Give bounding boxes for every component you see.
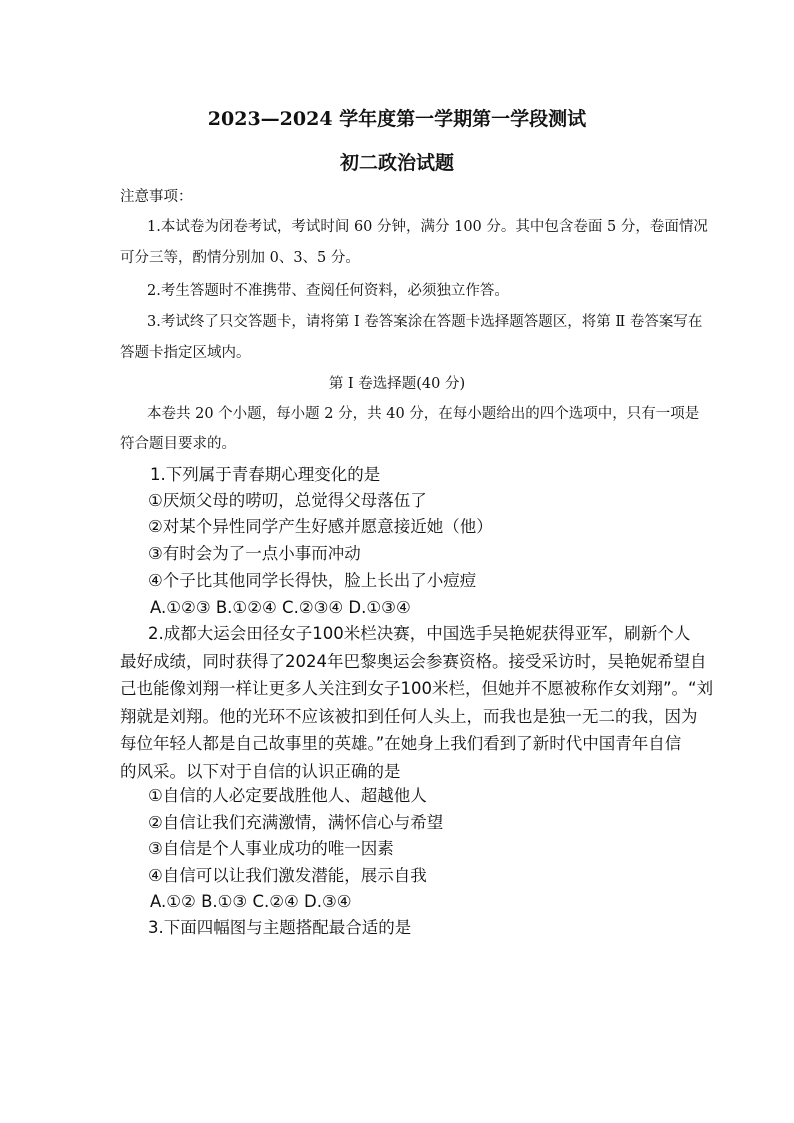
question-stem: 每位年轻人都是自己故事里的英雄。”在她身上我们看到了新时代中国青年自信 xyxy=(120,734,682,753)
question-stem: 2.成都大运会田径女子100米栏决赛，中国选手吴艳妮获得亚军，刷新个人 xyxy=(148,624,691,643)
question-option: ②对某个异性同学产生好感并愿意接近她（他） xyxy=(148,517,493,536)
notice-heading: 注意事项： xyxy=(120,189,193,205)
question-choices: A.①② B.①③ C.②④ D.③④ xyxy=(150,892,352,911)
section-intro: 符合题目要求的。 xyxy=(120,436,236,452)
question-option: ①自信的人必定要战胜他人、超越他人 xyxy=(148,786,427,805)
section-title: 第 I 卷选择题(40 分) xyxy=(328,376,466,392)
section-intro: 本卷共 20 个小题，每小题 2 分，共 40 分，在每小题给出的四个选项中，只有一项是 xyxy=(147,406,700,422)
question-stem: 己也能像刘翔一样让更多人关注到女子100米栏，但她并不愿被称作女刘翔”。“刘 xyxy=(120,679,714,698)
question-option: ①厌烦父母的唠叨，总觉得父母落伍了 xyxy=(148,491,427,510)
question-option: ④自信可以让我们激发潜能，展示自我 xyxy=(148,866,427,885)
question-stem: 最好成绩，同时获得了2024年巴黎奥运会参赛资格。接受采访时，吴艳妮希望自 xyxy=(120,652,707,671)
question-option: ③自信是个人事业成功的唯一因素 xyxy=(148,839,394,858)
exam-subtitle: 初二政治试题 xyxy=(339,152,454,174)
notice-line: 可分三等，酌情分别加 0、3、5 分。 xyxy=(120,250,360,266)
question-stem: 3.下面四幅图与主题搭配最合适的是 xyxy=(148,918,412,937)
notice-line: 2.考生答题时不准携带、查阅任何资料，必须独立作答。 xyxy=(147,283,509,299)
question-stem: 翔就是刘翔。他的光环不应该被扣到任何人头上，而我也是独一无二的我，因为 xyxy=(120,707,698,726)
question-stem: 的风采。以下对于自信的认识正确的是 xyxy=(120,762,401,781)
question-option: ④个子比其他同学长得快，脸上长出了小痘痘 xyxy=(148,571,477,590)
question-choices: A.①②③ B.①②④ C.②③④ D.①③④ xyxy=(150,598,411,617)
exam-title: 2023—2024 学年度第一学期第一学段测试 xyxy=(207,108,587,130)
notice-line: 答题卡指定区域内。 xyxy=(120,345,251,361)
question-option: ②自信让我们充满激情，满怀信心与希望 xyxy=(148,813,444,832)
notice-line: 1.本试卷为闭卷考试，考试时间 60 分钟，满分 100 分。其中包含卷面 5 分，卷面情况 xyxy=(147,219,708,235)
notice-line: 3.考试终了只交答题卡，请将第 I 卷答案涂在答题卡选择题答题区，将第 Ⅱ 卷答案写在 xyxy=(147,314,703,330)
question-stem: 1.下列属于青春期心理变化的是 xyxy=(150,465,381,484)
question-option: ③有时会为了一点小事而冲动 xyxy=(148,544,361,563)
